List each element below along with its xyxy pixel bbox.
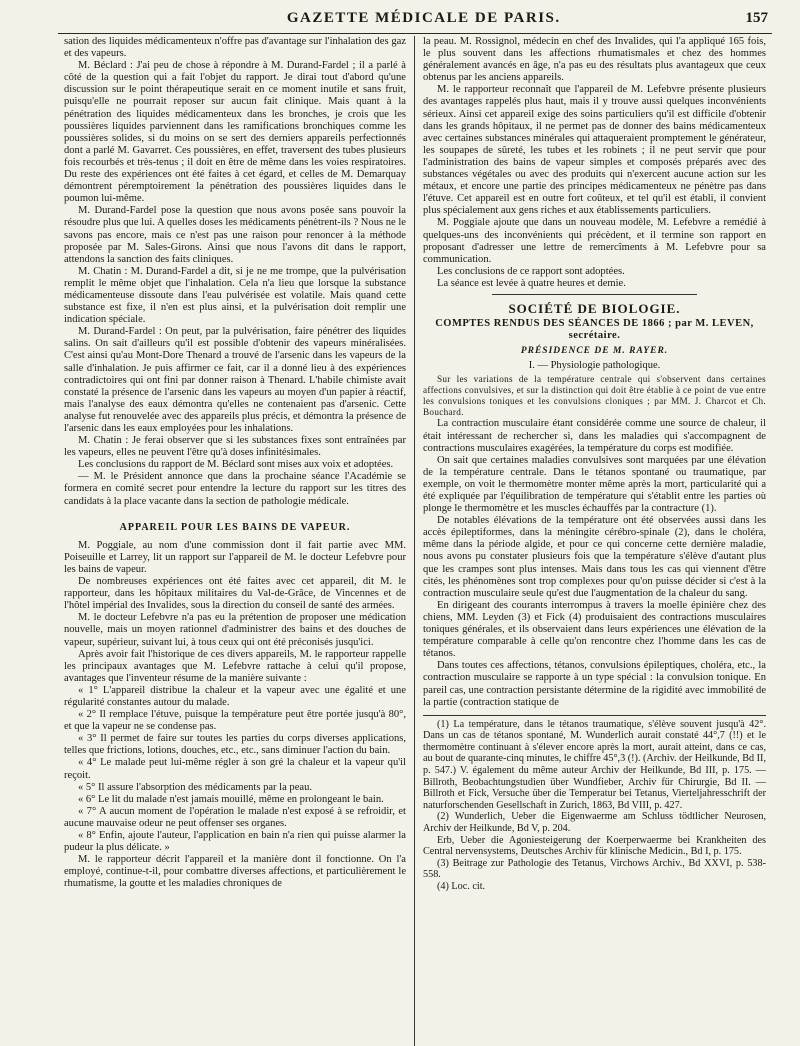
list-item: « 5° Il assure l'absorption des médicaments par la peau. <box>78 781 312 793</box>
paragraph: Les conclusions du rapport de M. Béclard sont mises aux voix et adoptées. <box>78 459 394 471</box>
section-heading: I. — Physiologie pathologique. <box>528 360 661 372</box>
left-column <box>58 36 415 1046</box>
list-item: « 4° Le malade peut lui-même régler à son gré la chaleur et la vapeur qu'il reçoit. <box>64 757 406 781</box>
paragraph: M. le rapporteur décrit l'appareil et la manière dont il fonctionne. On l'a employé, continue-t-il, pour combattre diverses affections, et particulièrement le rhumatisme, la goutte et les maladies chroniques de <box>64 854 406 890</box>
divider <box>492 294 698 295</box>
paragraph: La contraction musculaire étant considérée comme une source de chaleur, il était intéressant de rechercher si, dans les maladies qui s'accompagnent de contractions musculaires exagérées, la température du corps est modifiée. <box>423 418 766 454</box>
footnote: (1) La température, dans le tétanos traumatique, s'élève souvent jusqu'à 42°. Dans un cas de tétanos spontané, M. Wunderlich aurait constaté 44°,7 (!!) et le thermomètre continuant à s'élever encore après la mort, aurait atteint, dans ce cas, au bout de quarante-cinq minutes, le chiffre 45°,3 (!). (Archiv. der Heilkunde, Bd II, p. 547.) V. également du même auteur Archiv der Heilkunde, Bd III, p. 175. — Billroth, Beobachtungstudien über Wundfieber, Archiv für Chirurgie, Bd II. — Billroth et Fick, Versuche über die Temperatur bei Tetanus, Vierteljahresschrift der naturforschenden Gesellschaft in Zurich, 1863, Bd VIII, p. 427. <box>423 718 766 811</box>
list-item: « 3° Il permet de faire sur toutes les parties du corps diverses applications, telles que frictions, lotions, douches, etc., etc., sans diminuer l'action du bain. <box>64 733 406 757</box>
paragraph: Après avoir fait l'historique de ces divers appareils, M. le rapporteur rappelle les principaux avantages que M. Lefebvre rattache à celui qu'il propose, avantages que l'inventeur résume de la manière suivante : <box>64 648 406 684</box>
paragraph: Dans toutes ces affections, tétanos, convulsions épileptiques, choléra, etc., la contraction musculaire se rapporte à un type spécial : la convulsion tonique. En pareil cas, une contraction persistante détermine de la rigidité avec immobilité de la partie (contraction statique de <box>423 660 766 708</box>
paragraph: De nombreuses expériences ont été faites avec cet appareil, dit M. le rapporteur, dans les hôpitaux militaires du Val-de-Grâce, de Vincennes et de l'hôtel impérial des Invalides, sous la direction du conseil de santé des armées. <box>64 576 406 612</box>
society-title: SOCIÉTÉ DE BIOLOGIE. <box>508 300 681 316</box>
paragraph: sation des liquides médicamenteux n'offre pas d'avantage sur l'inhalation des gaz et des vapeurs. <box>64 36 406 60</box>
paragraph: En dirigeant des courants interrompus à travers la moelle épinière chez des chiens, MM. Leyden (3) et Fick (4) produisaient des contractions musculaires toniques générales, et ils observaient dans leurs expériences une élévation de la température comparable à celle qu'on rencontre chez l'homme dans les cas de tétanos. <box>423 599 766 660</box>
list-item: « 2° Il remplace l'étuve, puisque la température peut être portée jusqu'à 80°, et que la vapeur ne se condense pas. <box>64 709 406 733</box>
list-item: « 6° Le lit du malade n'est jamais mouillé, même en prolongeant le bain. <box>78 793 384 805</box>
list-item: « 7° A aucun moment de l'opération le malade n'est exposé à se refroidir, et aucune mauvaise odeur ne peut offenser ses organes. <box>64 805 406 829</box>
paragraph: M. Durand-Fardel : On peut, par la pulvérisation, faire pénétrer des liquides salins. On sait d'ailleurs qu'il est possible d'obtenir des vapeurs minéralisées. C'est ainsi qu'au Mont-Dore Thenard a trouvé de l'arsenic dans les vapeurs de la salle d'inhalation. Je puis affirmer ce fait, car il a donné lieu à des expériences contradictoires qui ont fini par donner raison à Thenard. L'habile chimiste avait constaté la présence de l'arsenic dans les vapeurs au moyen d'un papier à réactif, mais l'analyse des eaux démontra qu'elles ne contenaient pas d'arsenic. Cette analyse fut renouvelée avec des appareils plus précis, et démontra la présence de l'arsenic dans les eaux employées pour les inhalations. <box>64 326 406 434</box>
section-title: APPAREIL POUR LES BAINS DE VAPEUR. <box>119 521 351 533</box>
text-columns <box>58 36 772 1046</box>
paragraph: M. Chatin : M. Durand-Fardel a dit, si je ne me trompe, que la pulvérisation remplit le même objet que l'inhalation. Cela n'a lieu que lorsque la substance médicamenteuse dissoute dans l'eau pulvérisée est volatile. Mais quand cette substance est fixe, il n'en est plus ainsi, et la pulvérisation doit remplir une indication spéciale. <box>64 265 406 326</box>
paragraph: la peau. M. Rossignol, médecin en chef des Invalides, qui l'a appliqué 165 fois, le plus souvent dans les affections rhumatismales et chez des hommes généralement avancés en âge, n'a pas eu des résultats plus avantageux que ceux obtenus par les anciens appareils. <box>423 36 766 84</box>
footnote: Erb, Ueber die Agoniesteigerung der Koerperwaerme bei Krankheiten des Central nervensystems, Deutsches Archiv für klinische Medicin., Bd I, p. 175. <box>423 834 766 858</box>
article-title: Sur les variations de la température centrale qui s'observent dans certaines affections convulsives, et sur la distinction qui doit être établie à ce point de vue entre les convulsions toniques et les convulsions cloniques ; par MM. J. Charcot et Ch. Bouchard. <box>423 374 766 418</box>
paragraph: On sait que certaines maladies convulsives sont marquées par une élévation de la température centrale. Dans le tétanos spontané ou traumatique, par exemple, on voit le thermomètre monter même après la mort, particularité qui a été expliquée par l'équilibration de température qui s'établit entre les parties où plonge le thermomètre et les muscles échauffés par la contracture (1). <box>423 454 766 515</box>
footnotes <box>423 719 766 893</box>
footnote: (4) Loc. cit. <box>437 881 486 892</box>
footnote-divider <box>423 715 766 716</box>
list-item: « 8° Enfin, ajoute l'auteur, l'application en bain n'a rien qui puisse alarmer la pudeur la plus délicate. » <box>64 830 406 854</box>
paragraph: M. le docteur Lefebvre n'a pas eu la prétention de proposer une médication nouvelle, mais un moyen rationnel d'administrer des bains et des douches de vapeur, supérieur, suivant lui, à tous ceux qui ont été préconisés jusqu'ici. <box>64 612 406 648</box>
paragraph: M. Poggiale ajoute que dans un nouveau modèle, M. Lefebvre a remédié à quelques-uns des inconvénients qui précèdent, et il termine son rapport en proposant d'adresser une lettre de remercîments à M. Lefebvre pour sa communication. <box>423 217 766 265</box>
paragraph: M. Durand-Fardel pose la question que nous avons posée sans pouvoir la résoudre plus que lui. A quelles doses les médicaments pénètrent-ils ? Nous ne le savons pas encore, mais ce n'est pas une raison pour renoncer à la méthode proposée par M. Sales-Girons. Ainsi que nous l'avons dit dans le rapport, attendons la sanction des faits cliniques. <box>64 205 406 265</box>
paragraph: La séance est levée à quatre heures et demie. <box>437 277 626 289</box>
paragraph: M. Béclard : J'ai peu de chose à répondre à M. Durand-Fardel ; il a parlé à côté de la question qui a fait l'objet du rapport. Je dirai tout d'abord qu'une discussion sur le point thérapeutique serait en ce moment inutile et sans fruit, puisqu'elle ne pourrait reposer sur aucun fait clinique. Mais quant à la pénétration des liquides médicamenteux dans les bronches, je crois que les poussières liquides parviennent dans les ramifications bronchiques comme les poussières solides, si du moins on se sert des derniers appareils perfectionnés dont a parlé M. Gavarret. Ces poussières, en effet, traversent des tubes plusieurs fois recourbés et très-tenus ; il doit en être de même dans les voies respiratoires. Du reste des expériences ont été faites à cet égard, et celles de M. Demarquay démontrent péremptoirement la pénétration des poussières liquides dans le poumon lui-même. <box>64 60 406 205</box>
footnote: (3) Beitrage zur Pathologie des Tetanus, Virchows Archiv., Bd XXVI, p. 538-558. <box>423 857 766 881</box>
list-item: « 1° L'appareil distribue la chaleur et la vapeur avec une égalité et une régularité constantes autour du malade. <box>64 684 406 708</box>
footnote: (2) Wunderlich, Ueber die Eigenwaerme am Schluss tödtlicher Neurosen, Archiv der Heilkunde, Bd V, p. 204. <box>423 811 766 835</box>
paragraph: M. Poggiale, au nom d'une commission dont il fait partie avec MM. Poiseuille et Larrey, lit un rapport sur l'appareil de M. le docteur Lefebvre pour les bains de vapeur. <box>64 539 406 575</box>
paragraph: De notables élévations de la température ont été observées aussi dans les accès épileptiformes, dans la méningite cérébro-spinale (2), dans le choléra, même dans la période algide, et pour ce qui concerne cette dernière maladie, nous avons pu constater plusieurs fois que la température s'élève d'autant plus que les crampes sont plus intenses. Mais dans tous les cas qui viennent d'être cités, les phénomènes sont trop complexes pour qu'on puisse décider si c'est à la contraction musculaire seule qu'est due l'augmentation de la chaleur du sang. <box>423 515 766 599</box>
page-header <box>58 10 772 34</box>
paragraph: Les conclusions de ce rapport sont adoptées. <box>437 265 625 277</box>
presidency-line: PRÉSIDENCE DE M. RAYER. <box>520 346 669 357</box>
paragraph: — M. le Président annonce que dans la prochaine séance l'Académie se formera en comité secret pour entendre la lecture du rapport sur les titres des candidats à la place vacante dans la section de pathologie médicale. <box>64 471 406 507</box>
right-column <box>415 36 772 1046</box>
journal-title: GAZETTE MÉDICALE DE PARIS. <box>286 10 561 26</box>
paragraph: M. le rapporteur reconnaît que l'appareil de M. Lefebvre présente plusieurs des avantages rappelés plus haut, mais il y trouve aussi quelques inconvénients sérieux. Ainsi cet appareil exige des soins particuliers qu'il est difficile d'obtenir dans les grands hôpitaux, il ne permet pas de donner des bains médicamenteux avec certaines substances minérales qui attaqueraient promptement le générateur, les soupapes de sûreté, les tubes et les robinets ; il ne peut servir que pour l'administration des bains de vapeur simples et composés préparés avec des substances végétales ou avec des produits qui n'exercent aucune action sur les métaux, et encore une partie des principes médicamenteux ne pénètre pas dans l'étuve. Cet appareil est en outre fort coûteux, et tel qu'il est établi, il convient plus spécialement aux gens riches et aux établissements particuliers. <box>423 84 766 217</box>
page-number: 157 <box>745 10 768 26</box>
paragraph: M. Chatin : Je ferai observer que si les substances fixes sont entraînées par les vapeurs, elles ne peuvent l'être qu'à doses infinitésimales. <box>64 435 406 459</box>
society-subtitle: COMPTES RENDUS DES SÉANCES DE 1866 ; par M. LEVEN, secrétaire. <box>435 318 754 342</box>
